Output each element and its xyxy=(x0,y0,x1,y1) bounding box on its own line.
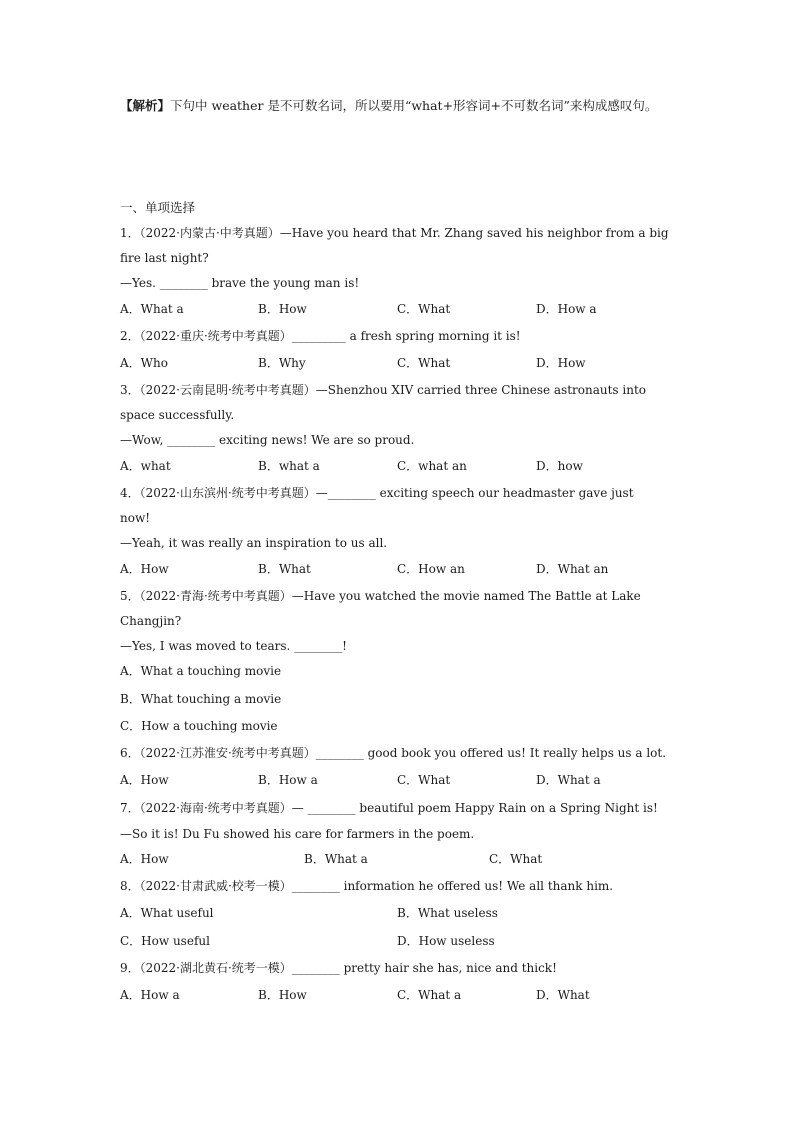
question-4-line-2: now! xyxy=(120,511,151,525)
question-4-option-d[interactable]: D．What an xyxy=(536,562,609,576)
question-6-option-c[interactable]: C．What xyxy=(397,773,451,787)
question-5-line-2: Changjin? xyxy=(120,614,182,628)
question-7-option-b[interactable]: B．What a xyxy=(304,852,368,866)
question-1-option-b[interactable]: B．How xyxy=(258,302,307,316)
question-8-option-d[interactable]: D．How useless xyxy=(397,934,495,948)
question-4-option-c[interactable]: C．How an xyxy=(397,562,465,576)
question-9-line-1: 9．（2022·湖北黄石·统考一模）________ pretty hair she has, nice and thick! xyxy=(120,961,557,975)
question-5-option-b[interactable]: B．What touching a movie xyxy=(120,692,282,706)
question-8-option-c[interactable]: C．How useful xyxy=(120,934,210,948)
analysis-tag: 【解析】 xyxy=(120,98,171,113)
question-3-line-2: space successfully. xyxy=(120,408,235,422)
question-6-line-1: 6．（2022·江苏淮安·统考中考真题）________ good book you offered us! It really helps us a lot. xyxy=(120,746,667,760)
question-1-option-a[interactable]: A．What a xyxy=(120,302,184,316)
question-2-option-c[interactable]: C．What xyxy=(397,356,451,370)
question-7-line-2: —So it is! Du Fu showed his care for farmers in the poem. xyxy=(120,827,475,841)
analysis-paragraph xyxy=(120,96,657,114)
question-1-option-d[interactable]: D．How a xyxy=(536,302,597,316)
question-4-option-a[interactable]: A．How xyxy=(120,562,169,576)
question-1-line-1: 1．（2022·内蒙古·中考真题）—Have you heard that Mr. Zhang saved his neighbor from a big xyxy=(120,226,669,240)
question-1-option-c[interactable]: C．What xyxy=(397,302,451,316)
question-7-line-1: 7．（2022·海南·统考中考真题）— ________ beautiful poem Happy Rain on a Spring Night is! xyxy=(120,801,658,815)
question-3-line-3: —Wow, ________ exciting news! We are so proud. xyxy=(120,433,415,447)
question-6-option-b[interactable]: B．How a xyxy=(258,773,318,787)
question-9-option-d[interactable]: D．What xyxy=(536,988,590,1002)
question-2-option-d[interactable]: D．How xyxy=(536,356,586,370)
question-9-option-a[interactable]: A．How a xyxy=(120,988,180,1002)
question-4-option-b[interactable]: B．What xyxy=(258,562,311,576)
question-1-line-3: —Yes. ________ brave the young man is! xyxy=(120,276,360,290)
question-4-line-3: —Yeah, it was really an inspiration to us all. xyxy=(120,536,388,550)
analysis-text: 下句中 weather 是不可数名词，所以要用“what+形容词+不可数名词”来构成感叹句。 xyxy=(170,98,658,113)
question-3-option-c[interactable]: C．what an xyxy=(397,459,467,473)
question-7-option-c[interactable]: C．What xyxy=(489,852,543,866)
question-5-line-3: —Yes, I was moved to tears. ________! xyxy=(120,639,347,653)
question-8-option-b[interactable]: B．What useless xyxy=(397,906,498,920)
question-7-option-a[interactable]: A．How xyxy=(120,852,169,866)
question-6-option-a[interactable]: A．How xyxy=(120,773,169,787)
question-9-option-b[interactable]: B．How xyxy=(258,988,307,1002)
question-3-option-a[interactable]: A．what xyxy=(120,459,171,473)
question-3-option-b[interactable]: B．what a xyxy=(258,459,320,473)
question-2-option-a[interactable]: A．Who xyxy=(120,356,168,370)
question-1-line-2: fire last night? xyxy=(120,251,209,265)
question-9-option-c[interactable]: C．What a xyxy=(397,988,462,1002)
question-2-line-1: 2．（2022·重庆·统考中考真题）_________ a fresh spring morning it is! xyxy=(120,329,521,343)
question-6-option-d[interactable]: D．What a xyxy=(536,773,601,787)
question-2-option-b[interactable]: B．Why xyxy=(258,356,306,370)
question-8-line-1: 8．（2022·甘肃武威·校考一模）________ information he offered us! We all thank him. xyxy=(120,879,614,893)
section-title: 一、单项选择 xyxy=(120,200,196,215)
question-5-option-c[interactable]: C．How a touching movie xyxy=(120,719,278,733)
question-3-line-1: 3．（2022·云南昆明·统考中考真题）—Shenzhou XIV carried three Chinese astronauts into xyxy=(120,383,647,397)
question-5-option-a[interactable]: A．What a touching movie xyxy=(120,664,282,678)
question-3-option-d[interactable]: D．how xyxy=(536,459,583,473)
question-8-option-a[interactable]: A．What useful xyxy=(120,906,214,920)
question-4-line-1: 4．（2022·山东滨州·统考中考真题）—________ exciting speech our headmaster gave just xyxy=(120,486,634,500)
question-5-line-1: 5．（2022·青海·统考中考真题）—Have you watched the movie named The Battle at Lake xyxy=(120,589,641,603)
